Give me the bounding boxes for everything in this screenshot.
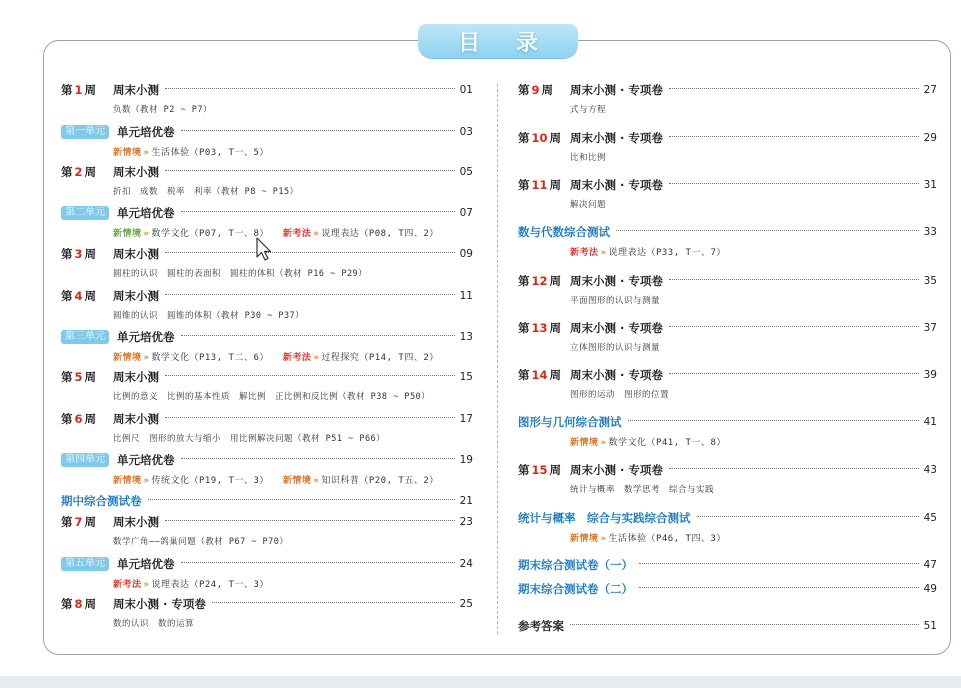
toc-entry[interactable] (518, 177, 937, 193)
week-suffix: 周 (84, 247, 97, 261)
tag-label: 新考法 (282, 229, 312, 239)
toc-entry-line (518, 618, 937, 634)
entry-subtitle: 比例的意义 比例的基本性质 解比例 正比例和反比例（教材 P38 ~ P50） (113, 392, 431, 402)
toc-entry-line (61, 82, 473, 98)
week-suffix: 周 (84, 515, 97, 529)
toc-entry-line (61, 205, 473, 221)
tag-text: 数学文化（P41, T一、8） (608, 438, 726, 448)
page-number: 49 (923, 583, 937, 595)
week-label (61, 246, 113, 262)
page-number: 37 (923, 322, 937, 334)
entry-title: 统计与概率 综合与实践综合测试 (518, 511, 691, 525)
entry-subtitle: 平面图形的认识与测量 (570, 296, 661, 306)
tag-text: 过程探究（P14, T四、2） (321, 353, 439, 363)
toc-entry-line (518, 130, 937, 146)
double-chevron-icon: » (313, 353, 320, 363)
leader-dots (697, 515, 919, 517)
leader-dots (570, 623, 919, 625)
page-number: 15 (459, 371, 473, 383)
week-prefix: 第 (61, 165, 73, 179)
page-number: 17 (459, 413, 473, 425)
leader-dots (165, 416, 455, 418)
week-prefix: 第 (61, 247, 73, 261)
page-number: 19 (459, 454, 473, 466)
leader-dots (669, 278, 919, 280)
page-number: 27 (923, 84, 937, 96)
entry-tags (570, 435, 726, 448)
toc-entry[interactable] (61, 556, 473, 572)
entry-title: 周末小测 (113, 370, 159, 384)
tag-label: 新情境 (570, 438, 599, 448)
week-prefix: 第 (61, 83, 73, 97)
week-number: 15 (531, 463, 548, 477)
page-number: 43 (923, 464, 937, 476)
toc-entry[interactable] (61, 82, 473, 98)
leader-dots (669, 182, 919, 184)
toc-entry[interactable] (518, 367, 937, 383)
page-number: 51 (923, 620, 937, 632)
page-number: 25 (459, 598, 473, 610)
entry-title: 单元培优卷 (117, 125, 175, 139)
week-label (61, 82, 113, 98)
week-number: 7 (74, 515, 83, 529)
entry-title: 周末小测 (113, 515, 159, 529)
tag-text: 说理表达（P24, T一、3） (151, 580, 269, 590)
week-number: 2 (74, 165, 83, 179)
week-prefix: 第 (61, 412, 73, 426)
leader-dots (165, 169, 455, 171)
unit-badge: 第一单元 (61, 125, 109, 139)
toc-entry-line (61, 288, 473, 304)
toc-entry[interactable] (61, 205, 473, 221)
entry-title: 期末综合测试卷（二） (518, 582, 633, 596)
entry-title: 数与代数综合测试 (518, 225, 610, 239)
leader-dots (669, 372, 919, 374)
week-label (61, 288, 113, 304)
entry-title: 周末小测 (113, 289, 159, 303)
toc-entry[interactable] (61, 452, 473, 468)
tag-label: 新情境 (113, 229, 142, 239)
toc-entry[interactable] (518, 273, 937, 289)
week-suffix: 周 (84, 289, 97, 303)
tag-text: 说理表达（P33, T一、7） (608, 248, 726, 258)
leader-dots (165, 251, 455, 253)
week-suffix: 周 (84, 412, 97, 426)
toc-entry[interactable] (518, 462, 937, 478)
week-prefix: 第 (61, 597, 73, 611)
toc-entry-line (61, 124, 473, 140)
mouse-pointer-icon (255, 237, 275, 263)
week-number: 5 (74, 370, 83, 384)
leader-dots (616, 229, 919, 231)
toc-entry-line (518, 414, 937, 430)
toc-entry[interactable] (518, 130, 937, 146)
week-label (61, 369, 113, 385)
tag-text: 传统文化（P19, T一、3） (151, 476, 269, 486)
entry-subtitle: 数的认识 数的运算 (113, 619, 195, 629)
week-label (61, 411, 113, 427)
week-label (518, 130, 570, 146)
unit-badge: 第三单元 (61, 330, 109, 344)
entry-subtitle: 圆柱的认识 圆柱的表面积 圆柱的体积（教材 P16 ~ P29） (113, 269, 368, 279)
toc-entry[interactable] (61, 514, 473, 530)
week-suffix: 周 (549, 178, 562, 192)
page-number: 09 (459, 248, 473, 260)
entry-subtitle: 数学广角——鸽巢问题（教材 P67 ~ P70） (113, 537, 289, 547)
entry-subtitle: 解决问题 (570, 200, 607, 210)
week-suffix: 周 (549, 321, 562, 335)
entry-subtitle: 比和比例 (570, 153, 607, 163)
tag-label: 新情境 (113, 148, 142, 158)
toc-entry-line (518, 177, 937, 193)
entry-subtitle: 比例尺 图形的放大与缩小 用比例解决问题（教材 P51 ~ P66） (113, 434, 386, 444)
entry-title: 周末小测 · 专项卷 (113, 597, 206, 611)
week-label (61, 596, 113, 612)
entry-title: 周末小测 · 专项卷 (570, 178, 663, 192)
page-number: 35 (923, 275, 937, 287)
entry-title: 周末小测 · 专项卷 (570, 274, 663, 288)
entry-title: 周末小测 (113, 165, 159, 179)
week-label (61, 514, 113, 530)
leader-dots (639, 562, 919, 564)
leader-dots (181, 457, 455, 459)
entry-title: 周末小测 · 专项卷 (570, 368, 663, 382)
tag-text: 生活体验（P03, T一、5） (151, 148, 269, 158)
week-prefix: 第 (518, 368, 530, 382)
toc-entry[interactable] (518, 618, 937, 634)
leader-dots (181, 334, 455, 336)
tag-text: 说理表达（P08, T四、2） (321, 229, 439, 239)
entry-title: 周末小测 · 专项卷 (570, 321, 663, 335)
leader-dots (639, 586, 919, 588)
page-number: 39 (923, 369, 937, 381)
leader-dots (669, 467, 919, 469)
week-label (518, 273, 570, 289)
double-chevron-icon: » (143, 353, 150, 363)
week-prefix: 第 (518, 131, 530, 145)
double-chevron-icon: » (313, 476, 320, 486)
week-label (518, 367, 570, 383)
toc-entry-line (61, 164, 473, 180)
unit-badge: 第二单元 (61, 206, 109, 220)
entry-tags (570, 245, 726, 258)
toc-entry-line (61, 452, 473, 468)
toc-entry[interactable] (61, 596, 473, 612)
entry-tags (113, 350, 439, 363)
page-number: 31 (923, 179, 937, 191)
week-suffix: 周 (549, 274, 562, 288)
page-number: 45 (923, 512, 937, 524)
toc-entry-line (61, 596, 473, 612)
double-chevron-icon: » (313, 229, 320, 239)
page-number: 24 (459, 558, 473, 570)
leader-dots (212, 601, 455, 603)
entry-title: 单元培优卷 (117, 557, 175, 571)
week-number: 13 (531, 321, 548, 335)
title-banner (418, 24, 578, 58)
week-number: 6 (74, 412, 83, 426)
page-number: 01 (459, 84, 473, 96)
week-prefix: 第 (518, 178, 530, 192)
leader-dots (165, 374, 455, 376)
double-chevron-icon: » (600, 534, 607, 544)
week-prefix: 第 (518, 463, 530, 477)
tag-label: 新情境 (113, 353, 142, 363)
tag-text: 数学文化（P07, T一、8） (151, 229, 269, 239)
leader-dots (165, 87, 455, 89)
week-prefix: 第 (518, 83, 530, 97)
page-title: 目 录 (458, 30, 552, 56)
toc-entry[interactable] (61, 124, 473, 140)
week-suffix: 周 (549, 368, 562, 382)
leader-dots (669, 325, 919, 327)
toc-entry[interactable] (61, 288, 473, 304)
entry-title: 单元培优卷 (117, 330, 175, 344)
week-number: 9 (531, 83, 540, 97)
toc-entry-line (518, 320, 937, 336)
toc-entry[interactable] (61, 411, 473, 427)
toc-entry-line (518, 510, 937, 526)
entry-subtitle: 立体图形的认识与测量 (570, 343, 661, 353)
tag-text: 知识科普（P20, T五、2） (321, 476, 439, 486)
entry-subtitle: 式与方程 (570, 105, 607, 115)
double-chevron-icon: » (600, 438, 607, 448)
leader-dots (165, 293, 455, 295)
week-label (518, 462, 570, 478)
page-number: 33 (923, 226, 937, 238)
week-number: 1 (74, 83, 83, 97)
leader-dots (165, 519, 455, 521)
week-label (518, 320, 570, 336)
entry-subtitle: 负数（教材 P2 ~ P7） (113, 105, 212, 115)
week-suffix: 周 (84, 165, 97, 179)
entry-tags (113, 226, 439, 239)
page-number: 23 (459, 516, 473, 528)
toc-entry-line (61, 493, 473, 509)
entry-subtitle: 统计与概率 数学思考 综合与实践 (570, 485, 715, 495)
unit-badge: 第四单元 (61, 453, 109, 467)
entry-title: 期末综合测试卷（一） (518, 558, 633, 572)
page-number: 21 (459, 495, 473, 507)
week-number: 11 (531, 178, 548, 192)
leader-dots (669, 135, 919, 137)
column-divider (497, 84, 498, 634)
entry-title: 周末小测 (113, 83, 159, 97)
page-number: 03 (459, 126, 473, 138)
double-chevron-icon: » (143, 476, 150, 486)
leader-dots (181, 561, 455, 563)
unit-badge: 第五单元 (61, 557, 109, 571)
week-prefix: 第 (518, 274, 530, 288)
week-number: 3 (74, 247, 83, 261)
week-label (61, 164, 113, 180)
week-number: 10 (531, 131, 548, 145)
entry-title: 周末小测 (113, 247, 159, 261)
toc-entry[interactable] (518, 510, 937, 526)
leader-dots (628, 419, 919, 421)
entry-subtitle: 图形的运动 图形的位置 (570, 390, 670, 400)
toc-entry-line (61, 556, 473, 572)
entry-tags (113, 577, 269, 590)
week-suffix: 周 (84, 370, 97, 384)
toc-entry[interactable] (518, 414, 937, 430)
entry-title: 图形与几何综合测试 (518, 415, 622, 429)
toc-entry-line (61, 329, 473, 345)
tag-label: 新情境 (113, 476, 142, 486)
entry-tags (113, 145, 269, 158)
toc-entry-line (518, 273, 937, 289)
entry-title: 单元培优卷 (117, 206, 175, 220)
page-number: 05 (459, 166, 473, 178)
week-label (518, 177, 570, 193)
toc-entry-line (518, 82, 937, 98)
week-number: 12 (531, 274, 548, 288)
entry-title: 周末小测 · 专项卷 (570, 463, 663, 477)
page-number: 47 (923, 559, 937, 571)
week-suffix: 周 (541, 83, 554, 97)
leader-dots (181, 129, 455, 131)
entry-title: 周末小测 (113, 412, 159, 426)
toc-entry[interactable] (518, 320, 937, 336)
double-chevron-icon: » (600, 248, 607, 258)
toc-entry[interactable] (61, 164, 473, 180)
entry-title: 参考答案 (518, 619, 564, 633)
page-number: 07 (459, 207, 473, 219)
entry-title: 单元培优卷 (117, 453, 175, 467)
toc-entry[interactable] (61, 369, 473, 385)
tag-label: 新考法 (570, 248, 599, 258)
toc-entry-line (61, 514, 473, 530)
tag-label: 新考法 (113, 580, 142, 590)
entry-title: 周末小测 · 专项卷 (570, 131, 663, 145)
entry-title: 期中综合测试卷 (61, 494, 142, 508)
page-number: 13 (459, 331, 473, 343)
week-suffix: 周 (84, 597, 97, 611)
page-number: 11 (459, 290, 473, 302)
toc-entry-line (518, 462, 937, 478)
toc-entry-line (518, 367, 937, 383)
week-number: 8 (74, 597, 83, 611)
page-number: 29 (923, 132, 937, 144)
entry-subtitle: 折扣 成数 税率 利率（教材 P8 ~ P15） (113, 187, 299, 197)
entry-tags (113, 473, 439, 486)
toc-entry[interactable] (518, 557, 937, 573)
tag-label: 新情境 (570, 534, 599, 544)
tag-text: 数学文化（P13, T二、6） (151, 353, 269, 363)
toc-entry[interactable] (518, 224, 937, 240)
week-prefix: 第 (61, 370, 73, 384)
week-prefix: 第 (61, 515, 73, 529)
toc-entry-line (518, 557, 937, 573)
entry-subtitle: 圆锥的认识 圆锥的体积（教材 P30 ~ P37） (113, 311, 305, 321)
tag-label: 新考法 (282, 353, 312, 363)
double-chevron-icon: » (143, 148, 150, 158)
entry-title: 周末小测 · 专项卷 (570, 83, 663, 97)
toc-entry[interactable] (518, 82, 937, 98)
leader-dots (181, 210, 455, 212)
toc-entry-line (61, 411, 473, 427)
tag-text: 生活体验（P46, T四、3） (608, 534, 726, 544)
entry-tags (570, 531, 726, 544)
week-number: 4 (74, 289, 83, 303)
toc-entry-line (518, 581, 937, 597)
week-prefix: 第 (61, 289, 73, 303)
leader-dots (669, 87, 919, 89)
week-suffix: 周 (549, 463, 562, 477)
toc-entry-line (518, 224, 937, 240)
double-chevron-icon: » (143, 580, 150, 590)
toc-entry-line (61, 369, 473, 385)
week-suffix: 周 (84, 83, 97, 97)
toc-entry[interactable] (61, 493, 473, 509)
tag-label: 新情境 (282, 476, 312, 486)
leader-dots (148, 498, 455, 500)
toc-entry[interactable] (61, 329, 473, 345)
page-number: 41 (923, 416, 937, 428)
double-chevron-icon: » (143, 229, 150, 239)
week-label (518, 82, 570, 98)
week-suffix: 周 (549, 131, 562, 145)
toc-entry[interactable] (518, 581, 937, 597)
week-prefix: 第 (518, 321, 530, 335)
week-number: 14 (531, 368, 548, 382)
page-bottom-edge (0, 676, 961, 688)
